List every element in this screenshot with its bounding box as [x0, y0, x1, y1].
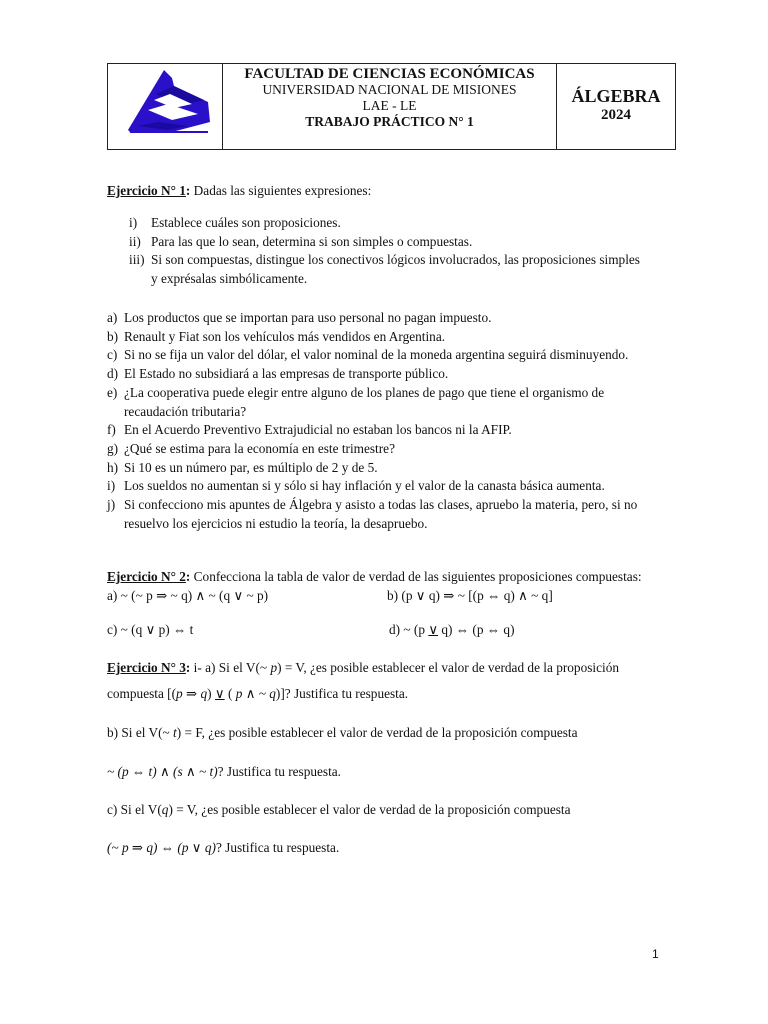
ex3-c-line2: (~ p ⇒ q) ⇔ (p ∨ q)? Justifica tu respuesta.: [107, 840, 340, 855]
ex3-heading: Ejercicio N° 3: i- a) Si el V(~ p) = V, ¿es posible establecer el valor de verdad de la proposición: [107, 660, 619, 675]
list-item-label: c): [107, 347, 118, 363]
ex2-item-b: b) (p ∨ q) ⇒ ~ [(p ⇔ q) ∧ ~ q]: [387, 588, 553, 603]
list-item-text: ¿Qué se estima para la economía en este trimestre?: [124, 440, 395, 456]
list-item-label: i): [107, 478, 116, 494]
university-name: UNIVERSIDAD NACIONAL DE MISIONES: [262, 82, 517, 97]
practical-title: TRABAJO PRÁCTICO N° 1: [305, 114, 474, 129]
list-item-text: Los sueldos no aumentan si y sólo si hay inflación y el valor de la canasta básica aumenta.: [124, 478, 605, 494]
list-item-text: Si confecciono mis apuntes de Álgebra y asisto a todas las clases, apruebo la materia, pero, si no: [124, 497, 638, 512]
ex3-b-line2: ~ (p ⇔ t) ∧ (s ∧ ~ t)? Justifica tu respuesta.: [107, 764, 341, 779]
list-item-text: resuelvo los ejercicios ni estudio la teoría, la desapruebo.: [124, 515, 428, 531]
ex2-item-c: c) ~ (q ∨ p) ⇔ t: [107, 622, 194, 637]
list-item-label: h): [107, 459, 119, 475]
ex3-b-line1: b) Si el V(~ t) = F, ¿es posible establecer el valor de verdad de la proposición compuesta: [107, 725, 578, 740]
header-box: [107, 63, 676, 150]
list-item-text: recaudación tributaria?: [124, 403, 247, 419]
list-item-text: Para las que lo sean, determina si son simples o compuestas.: [151, 233, 473, 249]
subject-cell: [557, 64, 675, 149]
faculty-logo-icon: [108, 64, 221, 149]
list-item-label: ii): [129, 233, 141, 249]
ex2-item-d: d) ~ (p ∨ q) ⇔ (p ⇔ q): [389, 622, 515, 637]
year: 2024: [601, 107, 631, 123]
list-item-text: En el Acuerdo Preventivo Extrajudicial no estaban los bancos ni la AFIP.: [124, 422, 512, 438]
list-item-text: El Estado no subsidiará a las empresas de transporte público.: [124, 366, 449, 382]
list-item-label: e): [107, 384, 118, 400]
list-item-text: Los productos que se importan para uso personal no pagan impuesto.: [124, 310, 492, 325]
list-item-text: ¿La cooperativa puede elegir entre alguno de los planes de pago que tiene el organismo de: [124, 384, 605, 400]
faculty-name: FACULTAD DE CIENCIAS ECONÓMICAS: [244, 66, 535, 82]
ex3-a-line2: compuesta [(p ⇒ q) ∨ ( p ∧ ~ q)]? Justifica tu respuesta.: [107, 686, 409, 701]
list-item-label: f): [107, 422, 116, 438]
list-item-text: Si no se fija un valor del dólar, el valor nominal de la moneda argentina seguirá disminuyendo.: [124, 347, 629, 363]
ex2-item-a: a) ~ (~ p ⇒ ~ q) ∧ ~ (q ∨ ~ p): [107, 588, 269, 603]
list-item-label: a): [107, 310, 118, 325]
list-item-label: j): [107, 497, 116, 512]
list-item-text: Renault y Fiat son los vehículos más vendidos en Argentina.: [124, 328, 446, 344]
list-item-text: Establece cuáles son proposiciones.: [151, 215, 341, 230]
ex1-heading: Ejercicio N° 1: Dadas las siguientes expresiones:: [107, 183, 372, 198]
ex3-c-line1: c) Si el V(q) = V, ¿es posible establecer el valor de verdad de la proposición compuesta: [107, 802, 571, 817]
list-item-label: d): [107, 366, 119, 382]
list-item-label: g): [107, 440, 119, 456]
subject-name: ÁLGEBRA: [571, 86, 661, 106]
ex2-heading: Ejercicio N° 2: Confecciona la tabla de valor de verdad de las siguientes proposiciones compuestas:: [107, 569, 642, 584]
header-titles: [223, 64, 557, 149]
career-name: LAE - LE: [362, 98, 417, 113]
faculty-logo: [108, 64, 223, 149]
list-item-text: y exprésalas simbólicamente.: [151, 271, 308, 287]
list-item-text: Si son compuestas, distingue los conectivos lógicos involucrados, las proposiciones simples: [151, 252, 640, 268]
page-number: 1: [652, 947, 659, 961]
list-item-label: i): [129, 215, 138, 230]
list-item-label: iii): [129, 252, 145, 268]
list-item-text: Si 10 es un número par, es múltiplo de 2 y de 5.: [124, 459, 378, 475]
list-item-label: b): [107, 328, 119, 344]
